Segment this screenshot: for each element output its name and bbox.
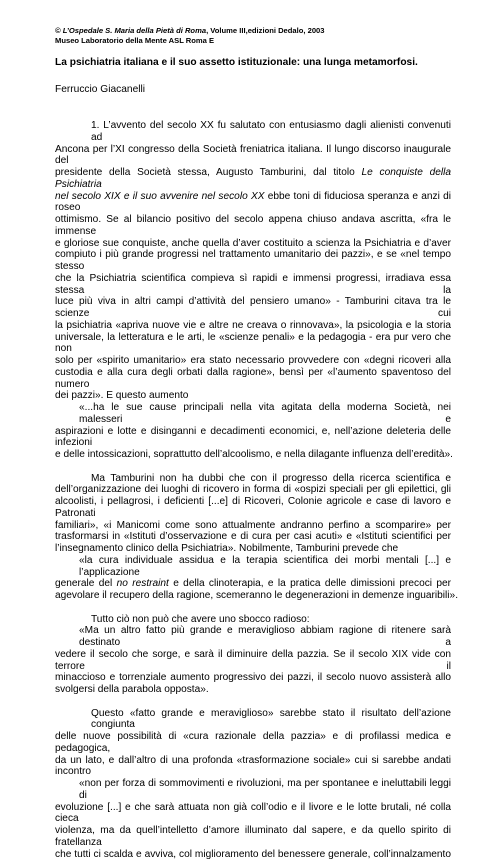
quote-line-with-italic [55, 578, 451, 590]
quote-line: evoluzione [...] e che sarà attuata non già coll’odio e il livore e le lotte brutali, né colla cieca [55, 802, 451, 826]
text-line: alcoolisti, i pellagrosi, i deficienti [...e] di Ricoveri, Colonie agricole e case di lavoro e Patronati [55, 496, 451, 520]
text-segment: presidente della Società stessa, Augusto Tamburini, dal titolo [55, 167, 362, 178]
quote-line: che tutti ci scalda e avviva, col miglioramento del benessere generale, coll’innalzamento [55, 849, 451, 860]
body-text [55, 120, 451, 860]
text-line: compiuto i più grande progressi nel trattamento umanitario dei pazzi», e se «nel tempo stesso [55, 249, 451, 273]
text-segment: e della clinoterapia, e la pratica delle dimissioni precoci per [169, 578, 451, 589]
quote-line: minaccioso e torrenziale aumento progressivo dei pazzi, il secolo nuovo assisterà allo [55, 672, 451, 684]
quote-line: svolgersi della parabola opposta». [55, 684, 451, 696]
page-title: La psichiatria italiana e il suo assetto istituzionale: una lunga metamorfosi. [55, 57, 418, 68]
text-line: dell’organizzazione dei luoghi di ricovero in forma di «ospizi speciali per gli epilettici, gli [55, 484, 451, 496]
italic-term: no restraint [117, 578, 169, 589]
text-line: 1. L’avvento del secolo XX fu salutato con entusiasmo dagli alienisti convenuti ad [55, 120, 451, 144]
text-line: Ma Tamburini non ha dubbi che con il progresso della ricerca scientifica e [55, 473, 451, 485]
text-line: da un lato, e dall’altro di una profonda «trasformazione sociale» cui si sarebbe andati incontro [55, 755, 451, 779]
text-line: luce più viva in altri campi d’attività del pensiero umano» - Tamburini citava tra le scienze cui [55, 296, 451, 320]
paragraph-4 [55, 708, 451, 860]
header-museum-line: Museo Laboratorio della Mente ASL Roma E [55, 36, 325, 46]
text-line: dei pazzi». E questo aumento [55, 390, 451, 402]
paragraph-gap [55, 696, 451, 708]
paragraph-1 [55, 120, 451, 461]
header-source-details: , Volume III,edizioni Dedalo, 2003 [206, 26, 324, 35]
header-source-line [55, 26, 325, 36]
text-line: che la Psichiatria scientifica compieva sì rapidi e immensi progressi, irradiava essa stessa la [55, 273, 451, 297]
quote-line: «la cura individuale assidua e la terapia scientifica dei morbi mentali [...] e l’applicazione [55, 555, 451, 579]
document-header [55, 26, 325, 46]
text-line: solo per «spirito umanitario» era stato necessario provvedere con «degni ricoveri alla [55, 355, 451, 367]
text-line: custodia e alla cura degli orbati dalla ragione», bensì per «l’aumento spaventoso del numero [55, 367, 451, 391]
quote-line: «Ma un altro fatto più grande e meraviglioso abbiam ragione di ritenere sarà destinato a [55, 625, 451, 649]
text-line: delle nuove possibilità di «cura razionale della pazzia» e di profilassi medica e pedagogica, [55, 731, 451, 755]
text-line: Tutto ciò non può che avere uno sbocco radioso: [55, 614, 451, 626]
paragraph-3 [55, 614, 451, 696]
quote-line: e delle intossicazioni, soprattutto dell’alcoolismo, e nella dilagante influenza dell’eredità». [55, 449, 451, 461]
text-line: ottimismo. Se al bilancio positivo del secolo appena chiuso andava ascritta, «fra le immense [55, 214, 451, 238]
text-line: familiari», «i Manicomi come sono attualmente andranno perfino a scomparire» per [55, 520, 451, 532]
text-segment: generale del [55, 578, 117, 589]
italic-title: nel secolo XIX e il suo avvenire nel secolo XX [55, 191, 264, 202]
quote-line: violenza, ma da quell’intelletto d’amore illuminato dal sapere, e da quello spirito di fratellanza [55, 825, 451, 849]
text-line: Ancona per l’XI congresso della Società freniatrica italiana. Il lungo discorso inaugurale del [55, 144, 451, 168]
quote-line: «non per forza di sommovimenti e rivoluzioni, ma per spontanee e ineluttabili leggi di [55, 778, 451, 802]
quote-line: aspirazioni e lotte e disinganni e decadimenti economici, e, nell’azione deleteria delle infezioni [55, 426, 451, 450]
paragraph-gap [55, 461, 451, 473]
author-name: Ferruccio Giacanelli [55, 84, 145, 95]
paragraph-gap [55, 602, 451, 614]
text-line: universale, la letteratura e le arti, le «scienze penali» e la pedagogia - era pur vero che non [55, 332, 451, 356]
text-line: Questo «fatto grande e meraviglioso» sarebbe stato il risultato dell’azione congiunta [55, 708, 451, 732]
text-line: la psichiatria «apriva nuove vie e altre ne creava o rinnovava», la psicologia e la storia [55, 320, 451, 332]
italic-title: Le conquiste della Psichiatria [55, 167, 451, 190]
header-source-italic: © L’Ospedale S. Maria della Pietà di Roma [55, 26, 206, 35]
text-line: e gloriose sue conquiste, anche quella d’aver costituito a scienza la Psichiatria e d’aver [55, 238, 451, 250]
text-line-with-italic [55, 191, 451, 215]
paragraph-2 [55, 473, 451, 602]
text-line-with-italic [55, 167, 451, 191]
text-line: trasformarsi in «Istituti d’osservazione e di cura per casi acuti» e «Istituti scientifici per [55, 531, 451, 543]
text-segment: ebbe toni di fiduciosa speranza e anzi di roseo [55, 191, 451, 214]
text-line: l’insegnamento clinico della Psichiatria». Nobilmente, Tamburini prevede che [55, 543, 451, 555]
quote-line: «...ha le sue cause principali nella vita agitata della moderna Società, nei malesseri e [55, 402, 451, 426]
quote-line: vedere il secolo che sorge, e sarà il diminuire della pazzia. Se il secolo XIX vide con terrore il [55, 649, 451, 673]
quote-line: agevolare il recupero della ragione, scemeranno le degenerazioni in demenze inguaribili». [55, 590, 451, 602]
